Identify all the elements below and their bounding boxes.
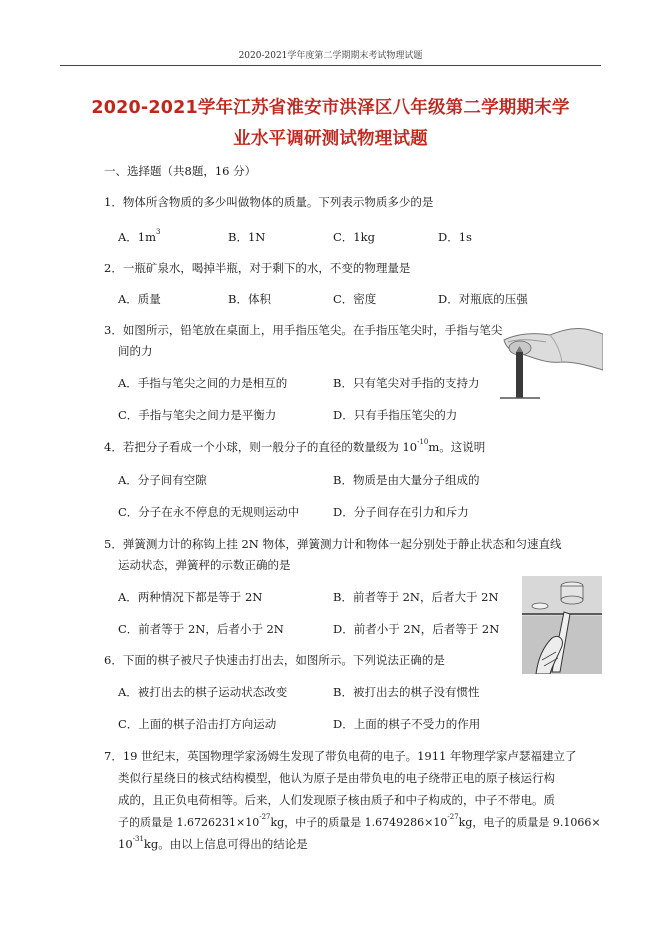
q3-option-b: B．只有笔尖对手指的支持力 xyxy=(333,376,480,390)
q1-stem: 1．物体所含物质的多少叫做物体的质量。下列表示物质多少的是 xyxy=(104,195,434,209)
q3-stem-line-1: 3．如图所示，铅笔放在桌面上，用手指压笔尖。在手指压笔尖时，手指与笔尖 xyxy=(104,323,503,337)
title-line-1: 2020-2021学年江苏省淮安市洪泽区八年级第二学期期末学 xyxy=(91,98,570,118)
q4-option-b: B．物质是由大量分子组成的 xyxy=(333,473,480,487)
q7-line-1: 7．19 世纪末，英国物理学家汤姆生发现了带负电荷的电子。1911 年物理学家卢瑟福建立了 xyxy=(104,749,577,763)
q3-option-d: D．只有手指压笔尖的力 xyxy=(333,408,458,422)
title-line-2: 业水平调研测试物理试题 xyxy=(233,129,428,149)
q6-option-b: B．被打出去的棋子没有惯性 xyxy=(333,685,480,699)
page-header: 2020-2021学年度第二学期期末考试物理试题 xyxy=(60,48,601,66)
q4-option-c: C．分子在永不停息的无规则运动中 xyxy=(118,505,300,519)
q1-option-c: C．1kg xyxy=(333,230,375,244)
q3-option-c: C．手指与笔尖之间力是平衡力 xyxy=(118,408,277,422)
q5-option-d: D．前者小于 2N，后者等于 2N xyxy=(333,622,500,636)
q5-option-c: C．前者等于 2N，后者小于 2N xyxy=(118,622,284,636)
q4-option-d: D．分子间存在引力和斥力 xyxy=(333,505,469,519)
q1-option-d: D．1s xyxy=(438,230,472,244)
q2-option-d: D．对瓶底的压强 xyxy=(438,292,528,306)
q4-option-a: A．分子间有空隙 xyxy=(118,473,207,487)
ruler-striking-chess-pieces-figure xyxy=(522,576,602,674)
q7-line-2: 类似行星绕日的核式结构模型，他认为原子是由带负电的电子绕带正电的原子核运行构 xyxy=(118,771,555,785)
section-heading: 一、选择题（共8题，16 分） xyxy=(104,164,257,178)
q5-stem-line-1: 5．弹簧测力计的称钩上挂 2N 物体，弹簧测力计和物体一起分别处于静止状态和匀速直线 xyxy=(104,537,562,551)
q1-option-a: A．$1m^3$ xyxy=(118,228,161,244)
q5-option-b: B．前者等于 2N，后者大于 2N xyxy=(333,590,499,604)
q2-option-a: A．质量 xyxy=(118,292,161,306)
q7-line-3: 成的，且正负电荷相等。后来，人们发现原子核由质子和中子构成的，中子不带电。质 xyxy=(118,793,555,807)
q2-stem: 2．一瓶矿泉水，喝掉半瓶，对于剩下的水，不变的物理量是 xyxy=(104,261,411,275)
q7-line-4: 子的质量是 $1.6726231\times 10^{-27}kg$，中子的质量是 $1.6749286\times 10^{-27}kg$，电子的质量是 9.1066× xyxy=(118,813,601,829)
q6-option-c: C．上面的棋子沿击打方向运动 xyxy=(118,717,277,731)
q2-option-c: C．密度 xyxy=(333,292,377,306)
finger-pressing-pencil-figure xyxy=(500,318,603,400)
q1-option-b: B．1N xyxy=(228,230,266,244)
q3-option-a: A．手指与笔尖之间的力是相互的 xyxy=(118,376,288,390)
q7-line-5: $10^{-31}kg$。由以上信息可得出的结论是 xyxy=(118,835,308,851)
q6-option-a: A．被打出去的棋子运动状态改变 xyxy=(118,685,288,699)
q4-stem: 4．若把分子看成一个小球，则一般分子的直径的数量级为 $10^{-10}m$。这说明 xyxy=(104,438,486,454)
q5-stem-line-2: 运动状态，弹簧秤的示数正确的是 xyxy=(118,558,291,572)
q6-option-d: D．上面的棋子不受力的作用 xyxy=(333,717,481,731)
q6-stem: 6．下面的棋子被尺子快速击打出去，如图所示。下列说法正确的是 xyxy=(104,653,445,667)
q2-option-b: B．体积 xyxy=(228,292,271,306)
q3-stem-line-2: 间的力 xyxy=(118,344,153,358)
q5-option-a: A．两种情况下都是等于 2N xyxy=(118,590,263,604)
